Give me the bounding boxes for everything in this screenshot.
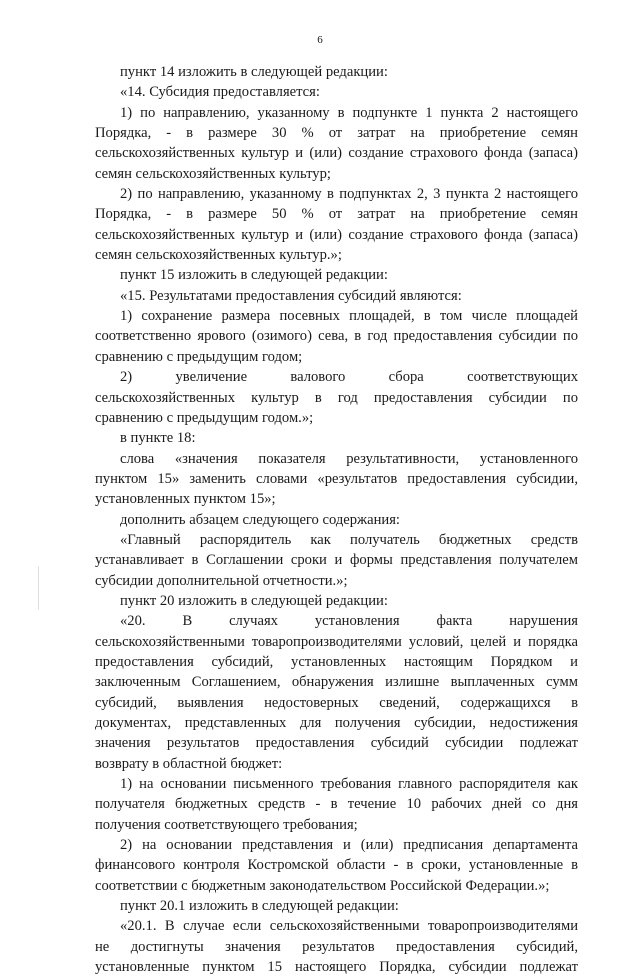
text-line: субсидий, выявления недостоверных сведений, содержащихся в bbox=[95, 694, 578, 711]
text-line: в пункте 18: bbox=[120, 430, 196, 447]
page-number: 6 bbox=[317, 34, 323, 46]
text-line: пункт 15 изложить в следующей редакции: bbox=[120, 267, 388, 284]
text-line: семян сельскохозяйственных культур; bbox=[95, 165, 331, 182]
text-line: «20. В случаях установления факта нарушения bbox=[120, 613, 578, 630]
text-line: предоставления субсидий, установленных настоящим Порядком и bbox=[95, 653, 578, 670]
text-line: пункт 20 изложить в следующей редакции: bbox=[120, 592, 388, 609]
text-line: «Главный распорядитель как получатель бюджетных средств bbox=[120, 531, 578, 548]
text-line: 2) увеличение валового сбора соответствующих bbox=[120, 369, 578, 386]
text-line: значения результатов предоставления субсидий субсидии подлежат bbox=[95, 735, 578, 752]
text-line: Порядка, - в размере 30 % от затрат на приобретение семян bbox=[95, 125, 578, 142]
margin-mark bbox=[38, 566, 39, 610]
text-line: «15. Результатами предоставления субсидий являются: bbox=[120, 287, 462, 304]
text-line: 1) на основании письменного требования главного распорядителя как bbox=[120, 776, 578, 793]
text-line: пунктом 15» заменить словами «результатов предоставления субсидии, bbox=[95, 470, 578, 487]
text-line: заключенным Соглашением, обнаружения излишне выплаченных сумм bbox=[95, 674, 578, 691]
text-line: Порядка, - в размере 50 % от затрат на приобретение семян bbox=[95, 206, 578, 223]
text-line: устанавливает в Соглашении сроки и формы представления получателем bbox=[95, 552, 578, 569]
text-line: не достигнуты значения результатов предоставления субсидий, bbox=[95, 938, 578, 955]
text-line: пункт 14 изложить в следующей редакции: bbox=[120, 64, 388, 80]
text-line: сельскохозяйственными товаропроизводителями условий, целей и порядка bbox=[95, 633, 578, 650]
text-line: 1) сохранение размера посевных площадей, в том числе площадей bbox=[120, 308, 578, 325]
text-line: дополнить абзацем следующего содержания: bbox=[120, 511, 400, 528]
text-line: слова «значения показателя результативности, установленного bbox=[120, 450, 578, 467]
text-line: сельскохозяйственных культур в год предоставления субсидии по bbox=[95, 389, 578, 406]
text-line: сравнению с предыдущим годом; bbox=[95, 348, 303, 365]
text-line: «14. Субсидия предоставляется: bbox=[120, 84, 320, 101]
text-line: субсидии дополнительной отчетности.»; bbox=[95, 572, 348, 589]
text-line: семян сельскохозяйственных культур.»; bbox=[95, 247, 342, 264]
text-line: соответствии с бюджетным законодательством Российской Федерации.»; bbox=[95, 877, 550, 894]
text-line: установленных пунктом 15»; bbox=[95, 491, 276, 508]
text-line: «20.1. В случае если сельскохозяйственными товаропроизводителями bbox=[120, 918, 578, 935]
text-line: возврату в областной бюджет: bbox=[95, 755, 283, 772]
text-line: 2) на основании представления и (или) предписания департамента bbox=[120, 837, 578, 854]
text-line: установленные пунктом 15 настоящего Порядка, субсидии подлежат bbox=[95, 959, 578, 976]
text-line: соответственно ярового (озимого) сева, в год предоставления субсидии по bbox=[95, 328, 578, 345]
text-line: документах, представленных для получения субсидии, недостижения bbox=[95, 715, 578, 731]
text-line: получения соответствующего требования; bbox=[95, 816, 358, 833]
text-line: пункт 20.1 изложить в следующей редакции: bbox=[120, 898, 399, 915]
text-line: сельскохозяйственных культур и (или) создание страхового фонда (запаса) bbox=[95, 226, 578, 243]
text-line: 2) по направлению, указанному в подпунктах 2, 3 пункта 2 настоящего bbox=[120, 186, 578, 203]
text-line: 1) по направлению, указанному в подпункте 1 пункта 2 настоящего bbox=[120, 104, 578, 121]
text-line: сельскохозяйственных культур и (или) создание страхового фонда (запаса) bbox=[95, 145, 578, 162]
text-line: получателя бюджетных средств - в течение 10 рабочих дней со дня bbox=[95, 796, 578, 813]
document-body bbox=[95, 62, 578, 977]
text-line: сравнению с предыдущим годом.»; bbox=[95, 409, 314, 426]
text-line: финансового контроля Костромской области - в сроки, установленные в bbox=[95, 857, 578, 874]
